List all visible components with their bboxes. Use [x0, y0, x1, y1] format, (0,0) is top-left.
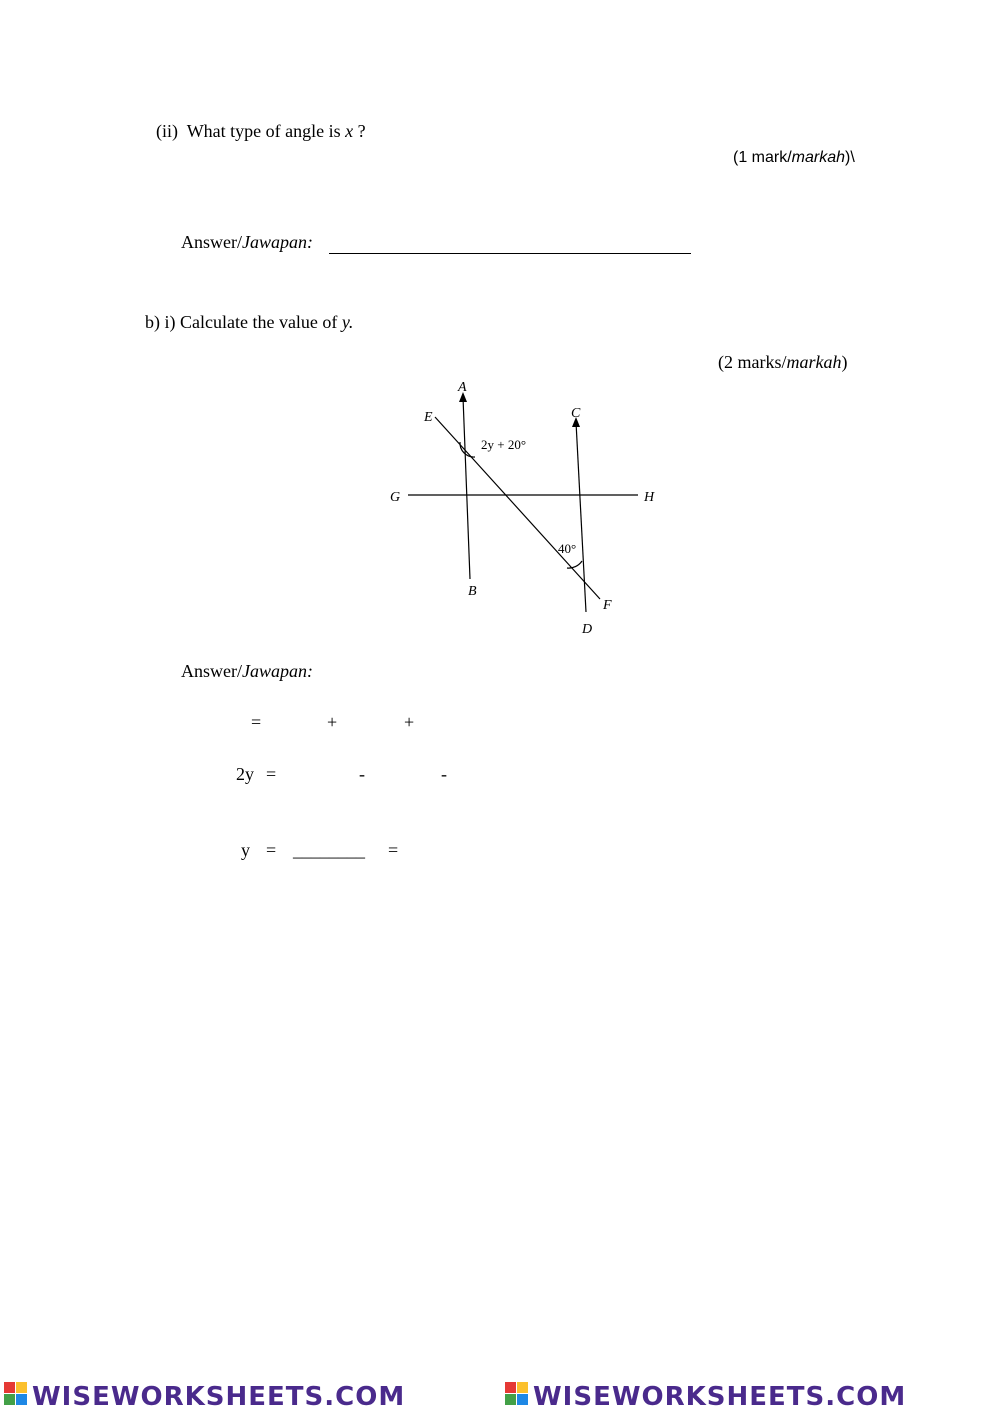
- work-line3-eq: =: [266, 840, 277, 860]
- marks-1-end: )\: [845, 149, 855, 166]
- marks-1-text: (1 mark/: [733, 149, 792, 166]
- question-b-text: b) i) Calculate the value of: [145, 312, 338, 332]
- label-e: E: [424, 410, 433, 425]
- work-line3-lhs: y: [241, 840, 250, 860]
- footer-brand-left: WISEWORKSHEETS.COM: [32, 1382, 406, 1412]
- answer-2: [181, 661, 313, 682]
- line-cd: [576, 422, 586, 612]
- label-c: C: [571, 406, 581, 421]
- angle-label-1: 2y + 20°: [481, 437, 527, 452]
- answer-2-label-italic: Jawapan:: [242, 661, 313, 681]
- answer-2-label: Answer/: [181, 661, 242, 681]
- label-d: D: [582, 622, 593, 637]
- question-variable: x: [345, 121, 354, 141]
- work-line1-eq: =: [251, 712, 262, 732]
- answer-1-label: Answer/: [181, 232, 242, 252]
- work-line2-minus2: -: [441, 764, 447, 784]
- question-b-i: [145, 312, 353, 333]
- work-line1-plus2: +: [404, 712, 415, 732]
- answer-1-label-italic: Jawapan:: [242, 232, 313, 252]
- question-mark: ?: [357, 121, 366, 141]
- question-b-variable: y.: [341, 312, 354, 332]
- marks-1: [733, 149, 855, 167]
- marks-1-italic: markah: [791, 149, 846, 166]
- label-b: B: [468, 584, 477, 599]
- marks-2: [718, 352, 847, 373]
- label-f: F: [603, 598, 612, 613]
- work-line2-eq: =: [266, 764, 277, 784]
- marks-2-italic: markah: [786, 352, 842, 372]
- answer-1: [181, 232, 313, 253]
- line-ab: [463, 397, 470, 579]
- footer-logo-right-icon: [505, 1382, 528, 1405]
- footer-logo-left-icon: [4, 1382, 27, 1405]
- work-line3-eq2: =: [388, 840, 399, 860]
- geometry-diagram: [380, 375, 670, 640]
- work-line1-plus1: +: [327, 712, 338, 732]
- label-h: H: [644, 490, 655, 505]
- angle-arc-1: [460, 442, 475, 457]
- work-line2-lhs: 2y: [236, 764, 254, 784]
- marks-2-end: ): [841, 352, 848, 372]
- answer-1-line[interactable]: [329, 236, 691, 254]
- question-number: (ii): [156, 121, 178, 141]
- marks-2-text: (2 marks/: [718, 352, 787, 372]
- work-line2-minus1: -: [359, 764, 365, 784]
- question-text: What type of angle is: [186, 121, 341, 141]
- footer-watermark: [0, 1374, 1000, 1413]
- angle-label-2: 40°: [558, 541, 577, 556]
- question-ii: [156, 121, 366, 142]
- label-g: G: [390, 490, 401, 505]
- work-line3-blank[interactable]: ________: [293, 840, 365, 860]
- label-a: A: [458, 380, 467, 395]
- footer-brand-right: WISEWORKSHEETS.COM: [533, 1382, 907, 1412]
